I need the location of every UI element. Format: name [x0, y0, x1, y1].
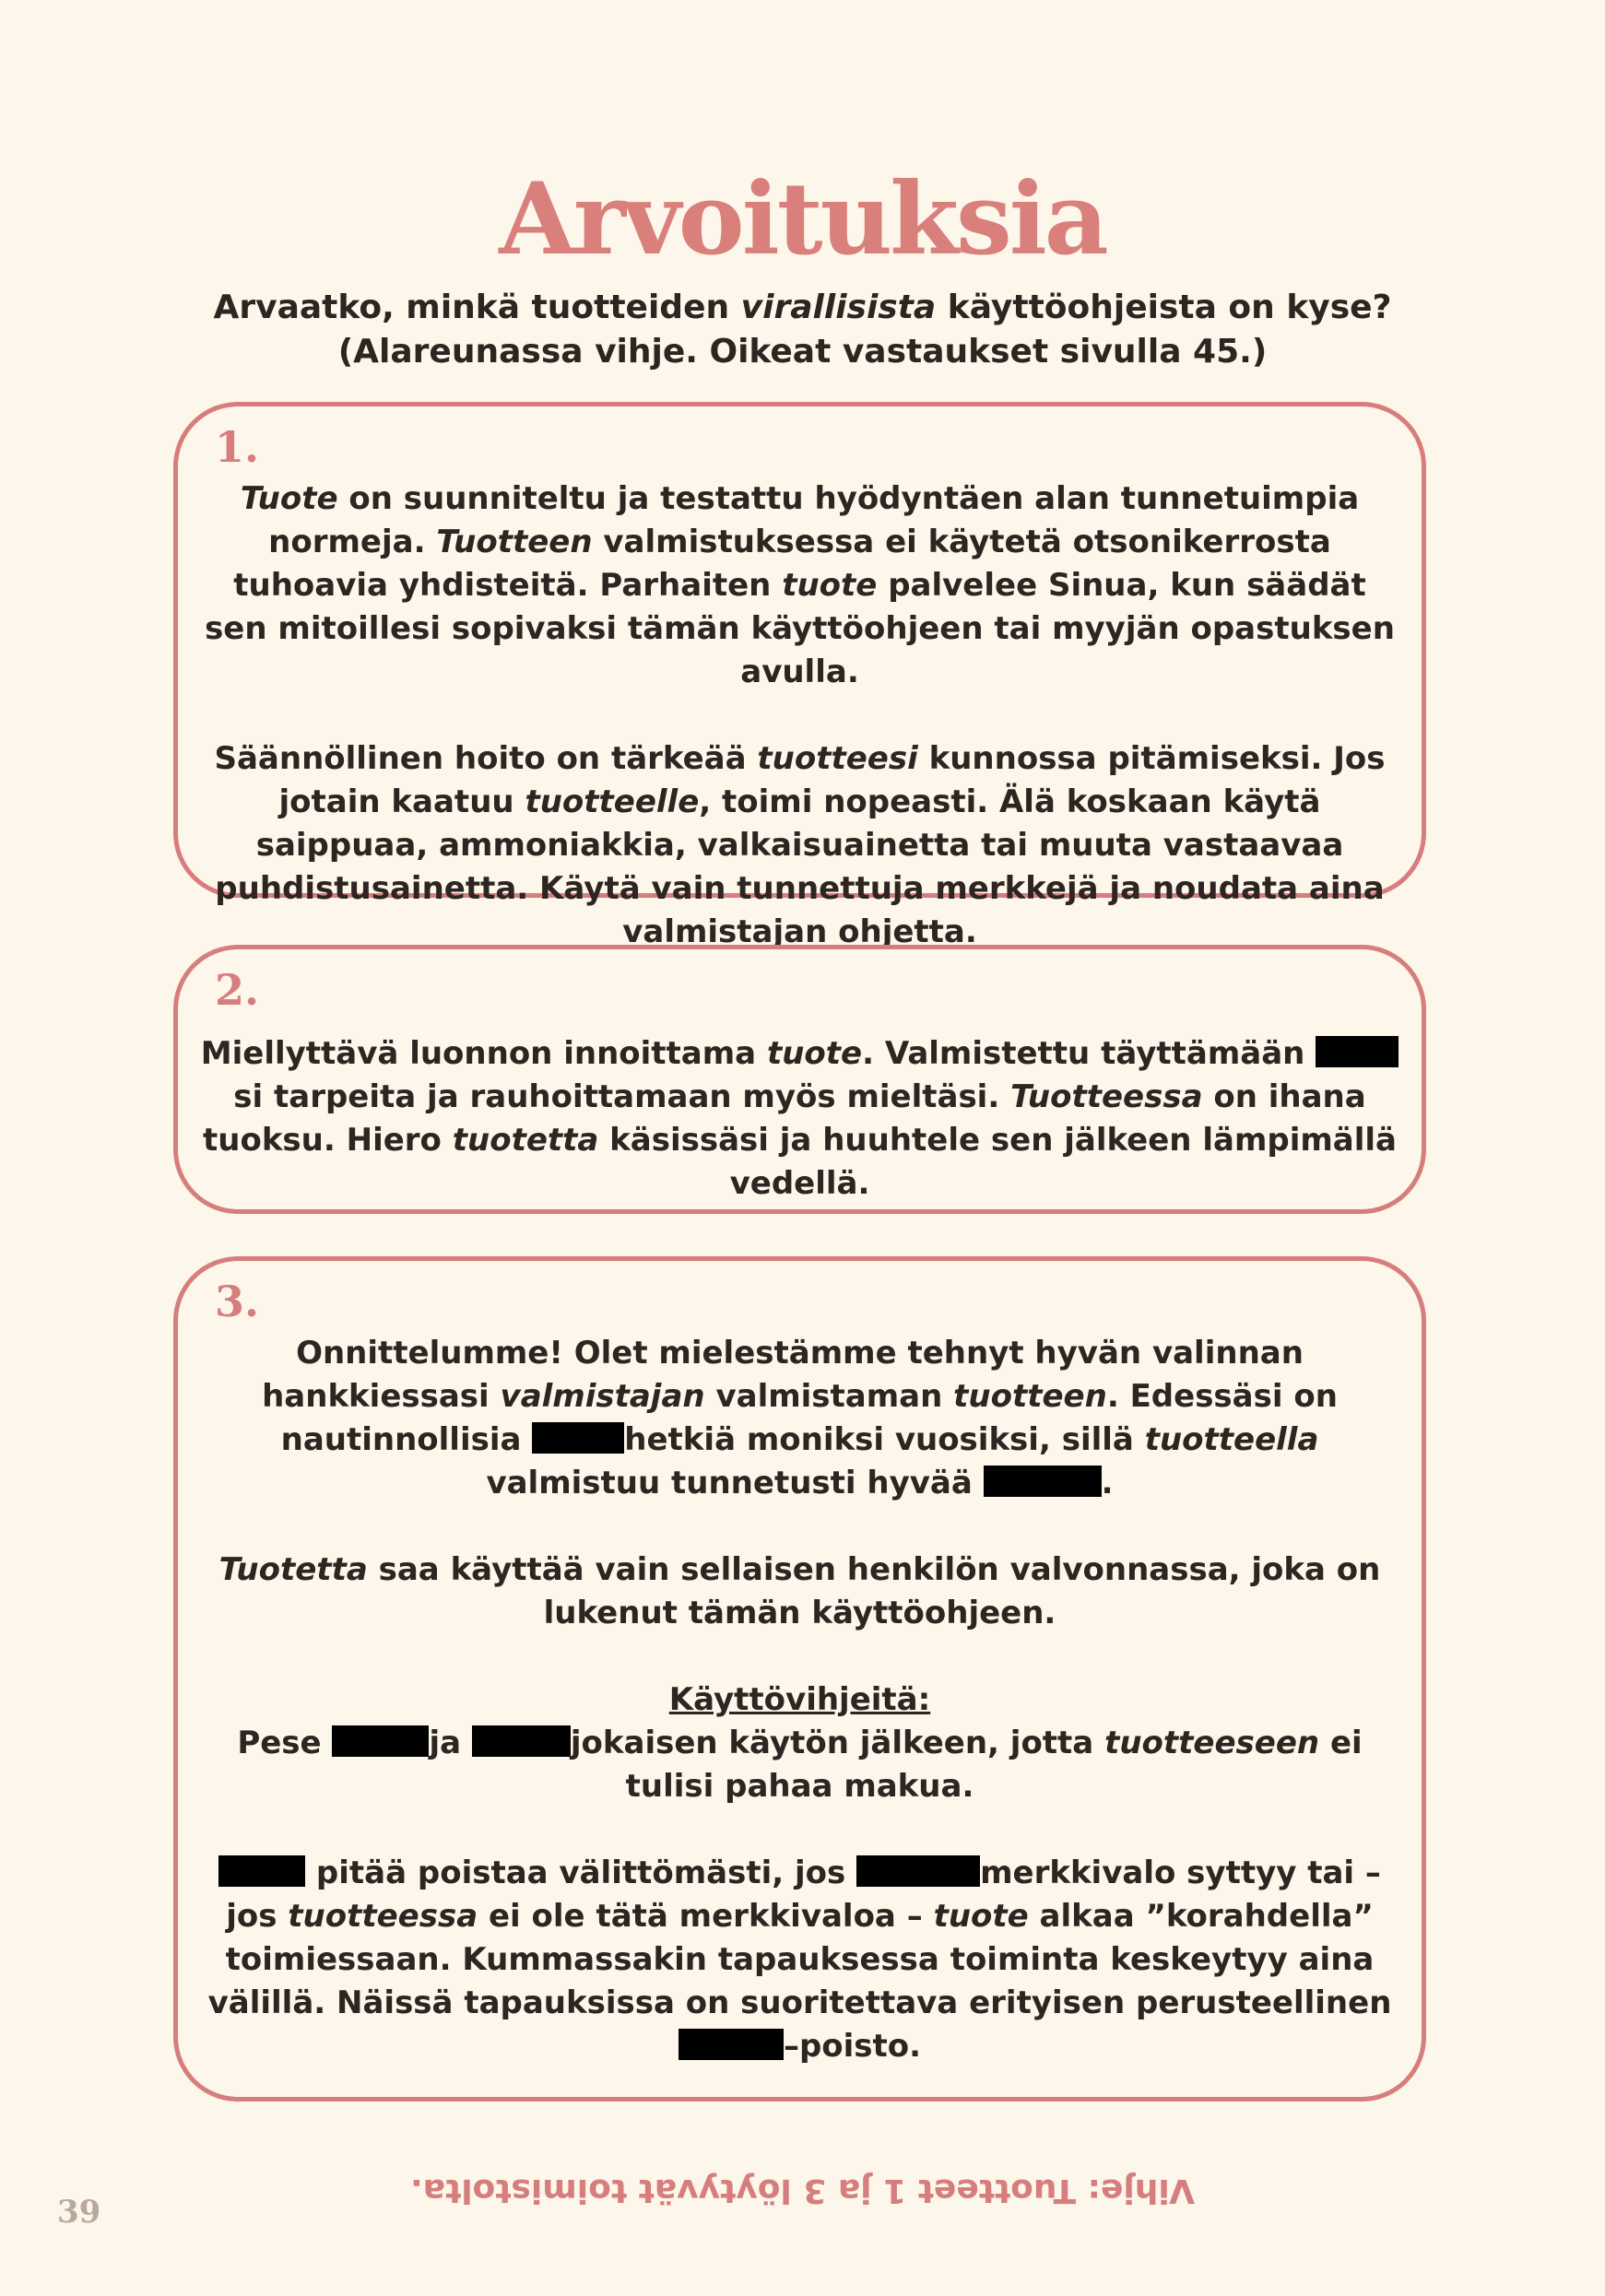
text-part: alkaa ”korahdella” toimiessaan. Kummassakin tapauksessa toiminta keskeytyy aina välillä. Näissä tapauksissa on suoritettava erityisen perusteellinen	[207, 1898, 1392, 2021]
text-italic: tuotteesi	[757, 740, 918, 777]
text-part: on suunniteltu ja testattu hyödyntäen alan tunnetuimpia normeja.	[268, 480, 1360, 560]
text-italic: Tuote	[240, 480, 338, 517]
redaction-bar	[984, 1466, 1102, 1497]
riddle-number: 1.	[215, 422, 260, 472]
text-part: –poisto.	[783, 2028, 922, 2065]
text-part: kunnossa pitämiseksi. Jos jotain kaatuu	[278, 740, 1386, 820]
text-part: Miellyttävä luonnon innoittama	[200, 1035, 767, 1072]
intro-italic: virallisista	[740, 288, 937, 326]
intro-line-1	[0, 286, 1605, 330]
redaction-bar	[532, 1422, 624, 1454]
text-part: merkkivalo syttyy tai – jos	[226, 1854, 1381, 1935]
riddle-text	[200, 477, 1399, 954]
text-part: . Valmistettu täyttämään	[862, 1035, 1316, 1072]
intro-part: käyttöohjeista on kyse?	[936, 288, 1392, 326]
text-part: . Edessäsi on nautinnollisia	[280, 1378, 1338, 1458]
text-italic: Tuotteessa	[1010, 1078, 1203, 1115]
page-number: 39	[57, 2194, 101, 2231]
redaction-bar	[856, 1855, 980, 1887]
text-part: valmistuu tunnetusti hyvää	[486, 1465, 984, 1501]
text-part: jokaisen käytön jälkeen, jotta	[570, 1725, 1105, 1761]
text-part: palvelee Sinua, kun säädät sen mitoillesi sopivaksi tämän käyttöohjeen tai myyjän opastuksen avulla.	[205, 567, 1395, 690]
text-part: hetkiä moniksi vuosiksi, sillä	[624, 1421, 1145, 1458]
text-part: .	[1101, 1465, 1114, 1501]
text-part: ei ole tätä merkkivaloa –	[478, 1898, 934, 1935]
page-title: Arvoituksia	[499, 161, 1106, 277]
text-part: valmistuksessa ei käytetä otsonikerrosta tuhoavia yhdisteitä. Parhaiten	[233, 524, 1331, 604]
upside-down-hint: Vihje: Tuotteet 1 ja 3 löytyvät toimistolta.	[410, 2172, 1195, 2209]
text-italic: tuote	[766, 1035, 863, 1072]
text-part: saa käyttää vain sellaisen henkilön valvonnassa, joka on lukenut tämän käyttöohjeen.	[367, 1551, 1381, 1631]
riddle-paragraph	[200, 1548, 1399, 1635]
riddle-paragraph	[200, 477, 1399, 694]
riddle-paragraph	[200, 1032, 1399, 1206]
redaction-bar	[1316, 1036, 1398, 1067]
riddle-number: 2.	[215, 965, 260, 1015]
riddle-paragraph	[200, 1332, 1399, 1505]
text-part: pitää poistaa välittömästi, jos	[315, 1854, 857, 1891]
riddle-text	[200, 1032, 1399, 1206]
redaction-bar	[218, 1855, 305, 1887]
text-part: valmistaman	[704, 1378, 954, 1415]
tips-heading-text: Käyttövihjeitä:	[668, 1681, 931, 1718]
tips-heading	[200, 1678, 1399, 1722]
text-italic: Tuotetta	[218, 1551, 368, 1588]
redaction-bar	[332, 1725, 429, 1757]
text-italic: tuotteen	[953, 1378, 1107, 1415]
riddle-box-2	[173, 945, 1426, 1214]
text-part: ja	[429, 1725, 472, 1761]
text-part: Säännöllinen hoito on tärkeää	[214, 740, 758, 777]
intro-part: Arvaatko, minkä tuotteiden	[213, 288, 741, 326]
text-italic: Tuotteen	[436, 524, 593, 560]
riddle-paragraph	[200, 1722, 1399, 1808]
riddle-paragraph	[200, 1852, 1399, 2068]
text-part: on ihana tuoksu. Hiero	[203, 1078, 1366, 1159]
text-italic: tuote	[933, 1898, 1029, 1935]
text-part: si tarpeita ja rauhoittamaan myös mieltäsi.	[233, 1078, 1011, 1115]
riddle-text	[200, 1332, 1399, 2068]
text-italic: tuotetta	[452, 1122, 599, 1159]
riddle-box-3	[173, 1256, 1426, 2102]
text-part: , toimi nopeasti. Älä koskaan käytä saippuaa, ammoniakkia, valkaisuainetta tai muuta vastaavaa puhdistusainetta. Käytä vain tunnettuja merkkejä ja noudata aina valmistajan ohjetta.	[215, 783, 1385, 950]
intro-line-2: (Alareunassa vihje. Oikeat vastaukset sivulla 45.)	[337, 333, 1268, 371]
text-part: käsissäsi ja huuhtele sen jälkeen lämpimällä vedellä.	[598, 1122, 1397, 1202]
riddle-paragraph	[200, 737, 1399, 954]
text-italic: tuotteeseen	[1104, 1725, 1320, 1761]
redaction-bar	[472, 1725, 571, 1757]
text-italic: tuotteessa	[288, 1898, 478, 1935]
redaction-bar	[679, 2029, 784, 2060]
text-part: Onnittelumme! Olet mielestämme tehnyt hyvän valinnan hankkiessasi	[262, 1335, 1304, 1415]
text-italic: tuote	[782, 567, 878, 604]
text-italic: tuotteella	[1144, 1421, 1319, 1458]
riddle-box-1	[173, 402, 1426, 950]
intro-text	[0, 286, 1605, 374]
text-part: ei tulisi pahaa makua.	[625, 1725, 1363, 1805]
text-italic: tuotteelle	[525, 783, 700, 820]
text-part: Pese	[237, 1725, 333, 1761]
riddle-number: 3.	[215, 1277, 260, 1326]
text-italic: valmistajan	[500, 1378, 705, 1415]
